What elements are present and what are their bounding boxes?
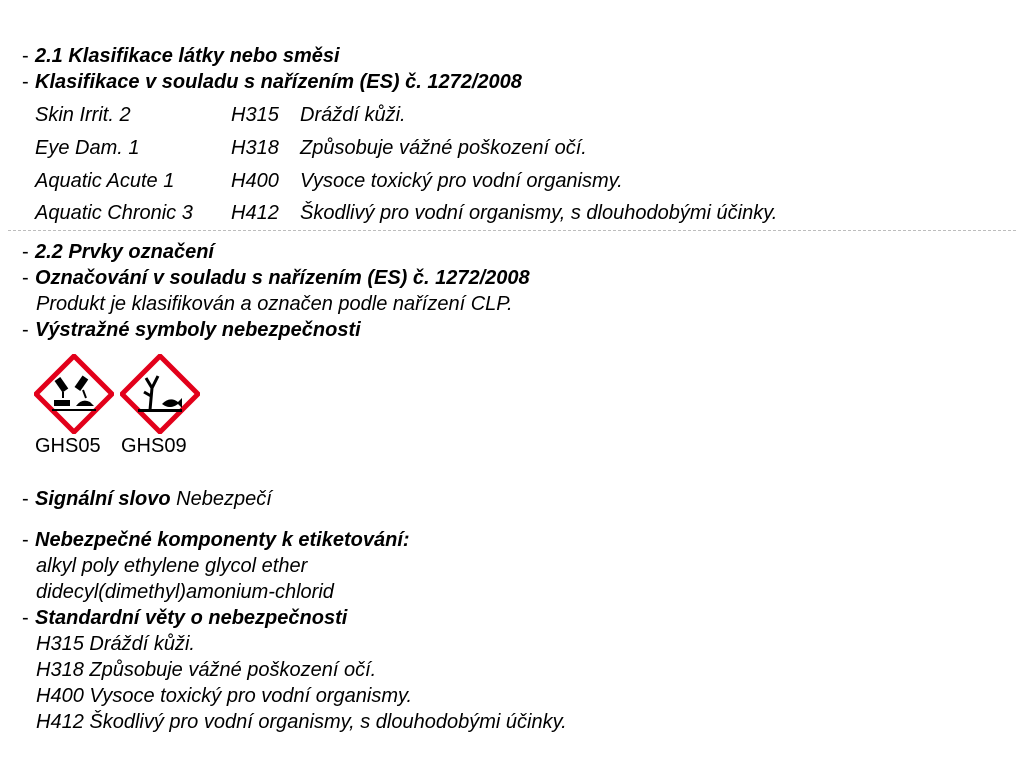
section-separator	[8, 230, 1016, 231]
bullet-dash: -	[22, 607, 29, 629]
hazard-category: Aquatic Acute 1	[35, 170, 175, 192]
section-2-1-heading: 2.1 Klasifikace látky nebo směsi	[35, 45, 340, 67]
hazard-code: H318	[231, 137, 279, 159]
hazard-text: Vysoce toxický pro vodní organismy.	[300, 170, 623, 192]
signal-word-row	[35, 487, 272, 511]
environment-icon	[120, 354, 200, 434]
component-item: alkyl poly ethylene glycol ether	[36, 555, 308, 577]
component-item: didecyl(dimethyl)amonium-chlorid	[36, 581, 334, 603]
classification-row	[35, 169, 623, 193]
bullet-dash: -	[22, 529, 29, 551]
hazard-text: Škodlivý pro vodní organismy, s dlouhodobými účinky.	[300, 202, 778, 224]
section-2-2-heading: 2.2 Prvky označení	[35, 241, 214, 263]
hazard-statement: H318 Způsobuje vážné poškození očí.	[36, 659, 377, 681]
hazard-statement: H400 Vysoce toxický pro vodní organismy.	[36, 685, 413, 707]
hazard-text: Způsobuje vážné poškození očí.	[300, 137, 587, 159]
classification-row	[35, 103, 406, 127]
pictograms-heading: Výstražné symboly nebezpečnosti	[35, 319, 361, 341]
hazard-code: H412	[231, 202, 279, 224]
hazard-category: Eye Dam. 1	[35, 137, 140, 159]
bullet-dash: -	[22, 488, 29, 510]
hazard-category: Aquatic Chronic 3	[35, 202, 193, 224]
components-heading: Nebezpečné komponenty k etiketování:	[35, 529, 410, 551]
labelling-text: Produkt je klasifikován a označen podle nařízení CLP.	[36, 293, 513, 315]
hazard-category: Skin Irrit. 2	[35, 104, 131, 126]
hazard-pictograms	[34, 354, 204, 434]
bullet-dash: -	[22, 241, 29, 263]
hazard-statements-heading: Standardní věty o nebezpečnosti	[35, 607, 348, 629]
labelling-heading: Označování v souladu s nařízením (ES) č. 1272/2008	[35, 267, 530, 289]
pictogram-code: GHS09	[121, 435, 187, 457]
bullet-dash: -	[22, 45, 29, 67]
hazard-statement: H315 Dráždí kůži.	[36, 633, 195, 655]
hazard-statement: H412 Škodlivý pro vodní organismy, s dlouhodobými účinky.	[36, 711, 567, 733]
classification-row	[35, 201, 778, 225]
signal-word-label: Signální slovo	[35, 488, 171, 510]
classification-subheading: Klasifikace v souladu s nařízením (ES) č. 1272/2008	[35, 71, 522, 93]
signal-word: Nebezpečí	[176, 488, 272, 510]
hazard-code: H315	[231, 104, 279, 126]
hazard-text: Dráždí kůži.	[300, 104, 406, 126]
bullet-dash: -	[22, 267, 29, 289]
hazard-code: H400	[231, 170, 279, 192]
pictogram-code: GHS05	[35, 435, 101, 457]
bullet-dash: -	[22, 319, 29, 341]
corrosion-icon	[34, 354, 114, 434]
bullet-dash: -	[22, 71, 29, 93]
classification-row	[35, 136, 587, 160]
